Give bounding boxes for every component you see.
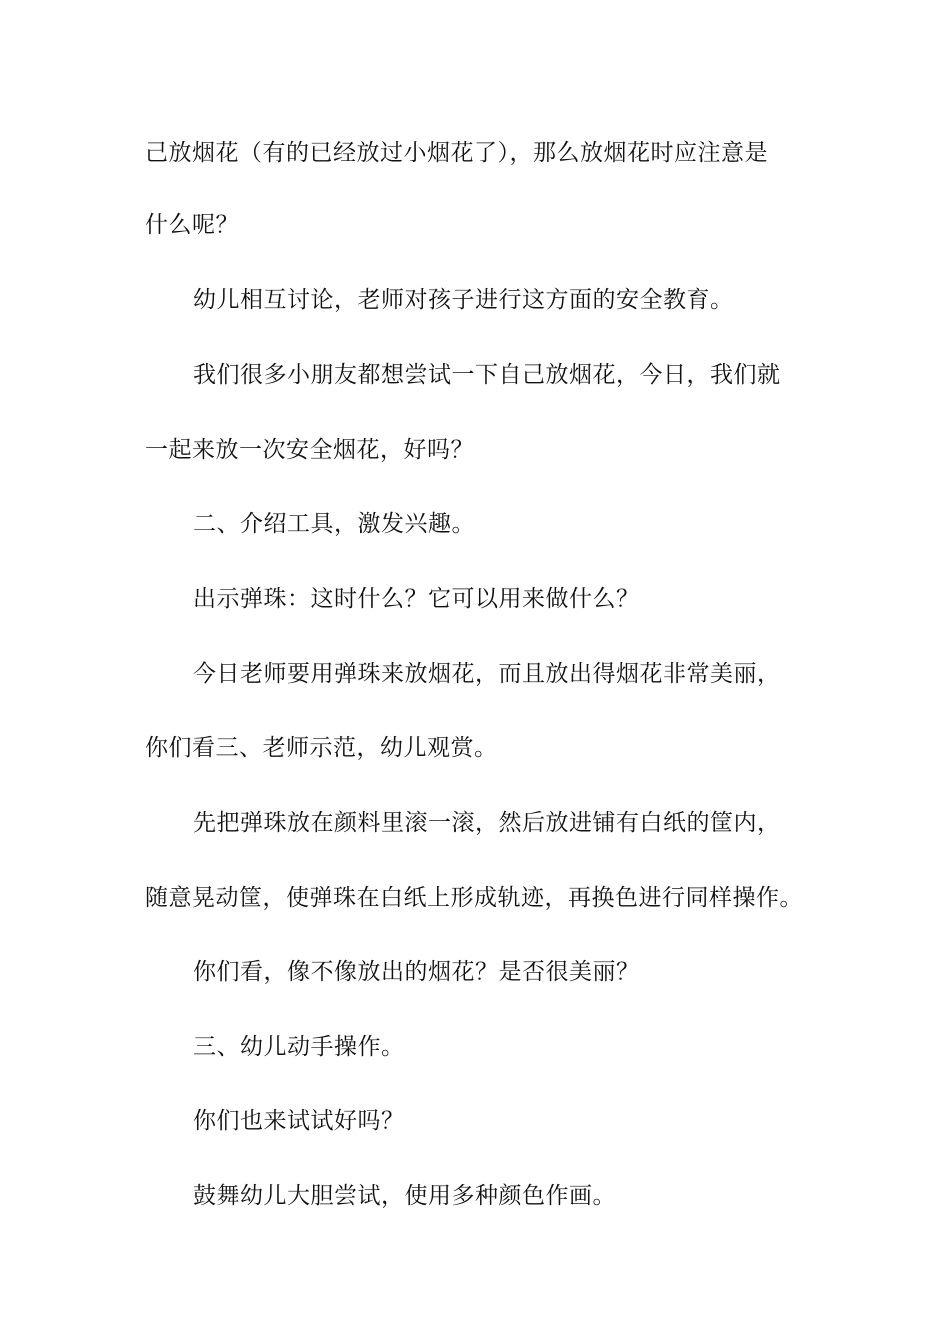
section-heading-3: 三、幼儿动手操作。	[193, 1034, 405, 1060]
text-line-14: 你们也来试试好吗？	[193, 1108, 405, 1134]
text-line-8: 今日老师要用弹珠来放烟花，而且放出得烟花非常美丽，	[193, 661, 781, 687]
text-line-2: 什么呢？	[145, 212, 239, 238]
text-line-11: 随意晃动筐，使弹珠在白纸上形成轨迹，再换色进行同样操作。	[145, 885, 803, 911]
text-line-12: 你们看，像不像放出的烟花？是否很美丽？	[193, 959, 640, 985]
text-line-15: 鼓舞幼儿大胆尝试，使用多种颜色作画。	[193, 1183, 616, 1209]
text-line-10: 先把弹珠放在颜料里滚一滚，然后放进铺有白纸的筐内，	[193, 810, 781, 836]
text-line-5: 一起来放一次安全烟花，好吗？	[145, 437, 474, 463]
text-line-3: 幼儿相互讨论，老师对孩子进行这方面的安全教育。	[193, 287, 734, 313]
section-heading-2: 二、介绍工具，激发兴趣。	[193, 511, 475, 537]
text-line-1: 己放烟花（有的已经放过小烟花了），那么放烟花时应注意是	[145, 140, 768, 166]
text-line-9: 你们看三、老师示范，幼儿观赏。	[145, 735, 498, 761]
text-line-7: 出示弹珠：这时什么？它可以用来做什么？	[193, 586, 640, 612]
text-line-4: 我们很多小朋友都想尝试一下自己放烟花，今日，我们就	[193, 362, 781, 388]
